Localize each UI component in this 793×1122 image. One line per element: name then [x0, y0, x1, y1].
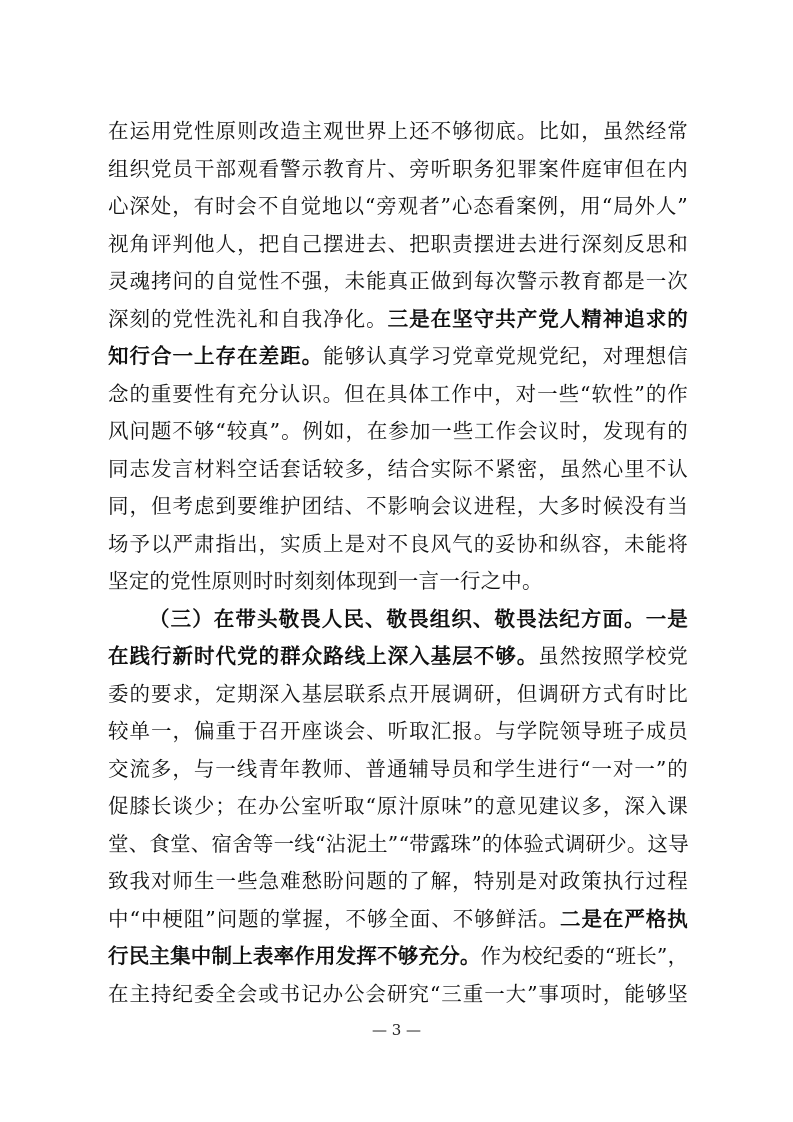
text-line [108, 788, 688, 826]
text-line [108, 188, 688, 226]
text-line [108, 526, 688, 564]
text-run: 作为校纪委的“班长”， [480, 944, 689, 968]
text-line [108, 338, 688, 376]
text-line [108, 638, 688, 676]
text-line [108, 938, 688, 976]
text-line [108, 826, 688, 864]
text-line [108, 563, 688, 601]
text-run: 视角评判他人，把自己摆进去、把职责摆进去进行深刻反思和 [108, 231, 688, 256]
text-line [108, 301, 688, 339]
bold-text-run: 二是在严格执 [560, 906, 688, 931]
text-line [108, 676, 688, 714]
text-line [108, 113, 688, 151]
text-run: 心深处，有时会不自觉地以“旁观者”心态看案例，用“局外人” [108, 194, 688, 218]
text-line [108, 601, 688, 639]
text-run: 灵魂拷问的自觉性不强，未能真正做到每次警示教育都是一次 [108, 269, 688, 293]
text-run: 致我对师生一些急难愁盼问题的了解，特别是对政策执行过程 [108, 869, 688, 893]
text-line [108, 488, 688, 526]
bold-text-run: 一是 [645, 606, 688, 631]
text-run: 较单一，偏重于召开座谈会、听取汇报。与学院领导班子成员 [108, 719, 688, 743]
text-line [108, 263, 688, 301]
bold-text-run: 在践行新时代党的群众路线上深入基层不够。 [108, 644, 539, 668]
text-run: 深刻的党性洗礼和自我净化。 [108, 306, 388, 331]
text-line [108, 976, 688, 1014]
bold-text-run: 知行合一上存在差距。 [108, 344, 324, 368]
text-line [108, 451, 688, 489]
text-run: 在主持纪委全会或书记办公会研究“三重一大”事项时，能够坚 [108, 981, 688, 1006]
text-run: 风问题不够“较真”。例如，在参加一些工作会议时，发现有的 [108, 419, 688, 443]
text-run: 堂、食堂、宿舍等一线“沾泥土”“带露珠”的体验式调研少。这导 [108, 831, 689, 856]
bold-text-run: 三是在坚守共产党人精神追求的 [387, 306, 688, 331]
text-run: 促膝长谈少；在办公室听取“原汁原味”的意见建议多，深入课 [108, 794, 688, 818]
text-run: 交流多，与一线青年教师、普通辅导员和学生进行“一对一”的 [108, 756, 688, 781]
text-run: 念的重要性有充分认识。但在具体工作中，对一些“软性”的作 [108, 381, 688, 406]
text-run: 同志发言材料空话套话较多，结合实际不紧密，虽然心里不认 [108, 456, 688, 481]
text-line [108, 863, 688, 901]
text-run: 能够认真学习党章党规党纪，对理想信 [323, 344, 689, 368]
text-line [108, 713, 688, 751]
text-run: 中“中梗阻”问题的掌握，不够全面、不够鲜活。 [108, 906, 561, 931]
text-run: 在运用党性原则改造主观世界上还不够彻底。比如，虽然经常 [108, 119, 688, 143]
text-line [108, 901, 688, 939]
text-run: 组织党员干部观看警示教育片、旁听职务犯罪案件庭审但在内 [108, 156, 688, 181]
text-run: 坚定的党性原则时时刻刻体现到一言一行之中。 [108, 569, 543, 593]
text-line [108, 376, 688, 414]
text-run: 场予以严肃指出，实质上是对不良风气的妥协和纵容，未能将 [108, 531, 688, 556]
text-run: 虽然按照学校党 [538, 644, 689, 668]
text-line [108, 751, 688, 789]
bold-text-run: （三）在带头敬畏人民、敬畏组织、敬畏法纪方面。 [149, 606, 646, 631]
text-line [108, 413, 688, 451]
text-line [108, 151, 688, 189]
text-run: 同，但考虑到要维护团结、不影响会议进程，大多时候没有当 [108, 494, 688, 518]
page-number: — 3 — [371, 1021, 422, 1039]
text-line [108, 226, 688, 264]
bold-text-run: 行民主集中制上表率作用发挥不够充分。 [108, 944, 481, 968]
body-text [108, 113, 688, 1013]
text-run: 委的要求，定期深入基层联系点开展调研，但调研方式有时比 [108, 681, 688, 706]
